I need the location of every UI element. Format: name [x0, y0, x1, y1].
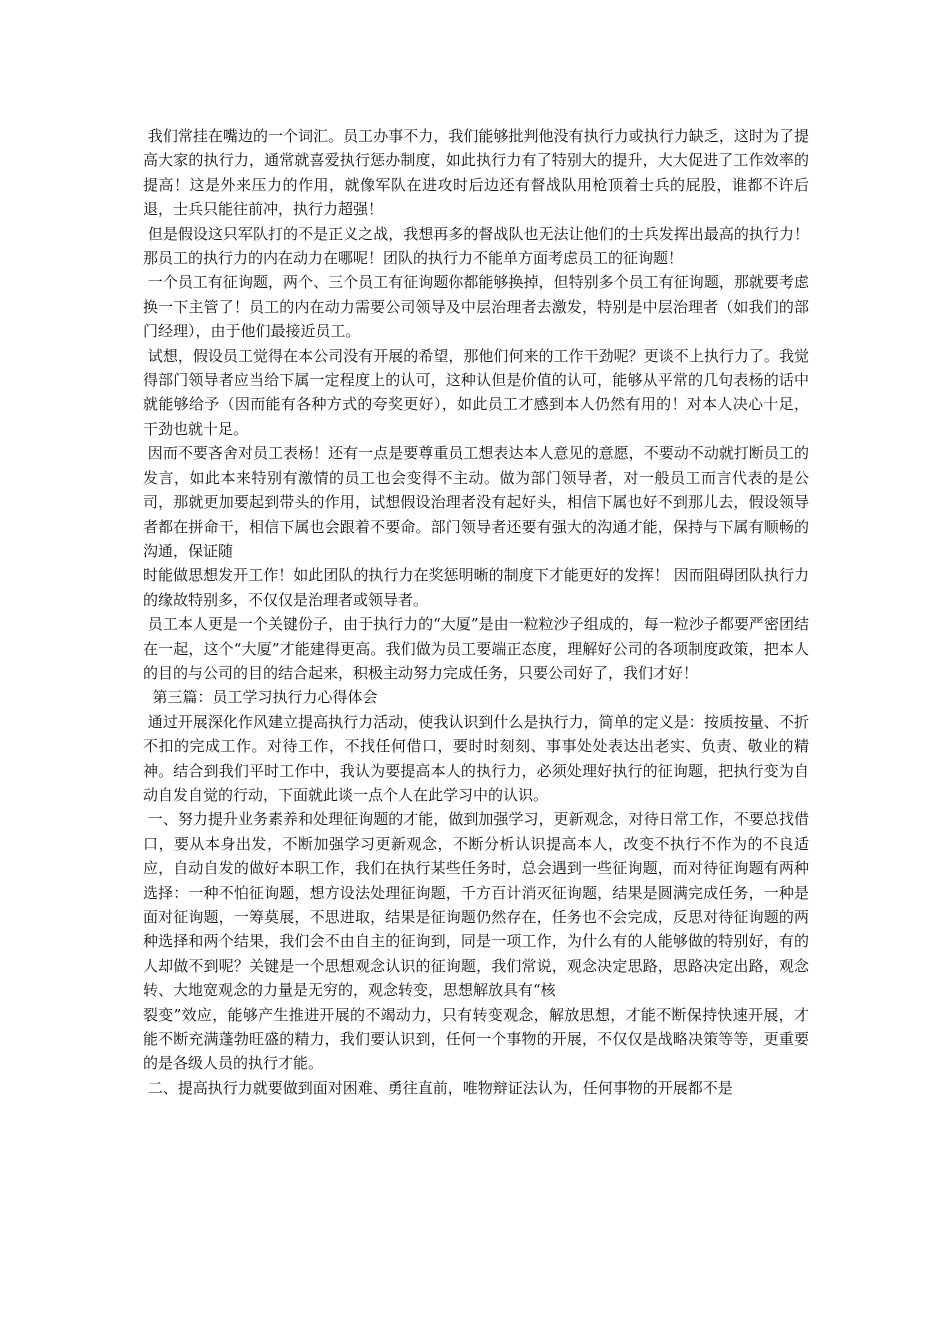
paragraph: 因而不要吝舍对员工表杨！还有一点是要尊重员工想表达本人意见的意愿，不要动不动就打断员工的发言，如此本来特别有激情的员工也会变得不主动。做为部门领导者，对一般员工而言代表的是公司，那就更加要起到带头的作用，试想假设治理者没有起好头，相信下属也好不到那儿去，假设领导者都在拼命干，相信下属也会跟着不要命。部门领导者还要有强大的沟通才能，保持与下属有顺畅的沟通，保证随 — [143, 444, 809, 560]
section-heading: 第三篇：员工学习执行力心得体会 — [143, 688, 378, 707]
paragraph: 员工本人更是一个关键份子，由于执行力的“大厦”是由一粒粒沙子组成的，每一粒沙子都要严密团结在一起，这个“大厦”才能建得更高。我们做为员工要端正态度，理解好公司的各项制度政策，把本人的目的与公司的目的结合起来，积极主动努力完成任务，只要公司好了，我们才好！ — [143, 615, 809, 682]
paragraph: 一个员工有征询题，两个、三个员工有征询题你都能够换掉，但特别多个员工有征询题，那就要考虑换一下主管了！员工的内在动力需要公司领导及中层治理者去激发，特别是中层治理者（如我们的部门经理），由于他们最接近员工。 — [143, 273, 809, 341]
paragraph: 一、努力提升业务素养和处理征询题的才能，做到加强学习，更新观念，对待日常工作，不要总找借口，要从本身出发，不断加强学习更新观念，不断分析认识提高本人，改变不执行不作为的不良适应，自动自发的做好本职工作，我们在执行某些任务时，总会遇到一些征询题，而对待征询题有两种选择：一种不怕征询题，想方设法处理征询题，千方百计消灭征询题，结果是圆满完成任务，一种是面对征询题，一筹莫展，不思进取，结果是征询题仍然存在，任务也不会完成，反思对待征询题的两种选择和两个结果，我们会不由自主的征询到，同是一项工作，为什么有的人能够做的特别好，有的人却做不到呢？关键是一个思想观念认识的征询题，我们常说，观念决定思路，思路决定出路，观念转、大地宽观念的力量是无穷的，观念转变，思想解放具有“核 — [143, 810, 809, 1000]
paragraph: 试想，假设员工觉得在本公司没有开展的希望，那他们何来的工作干劲呢？更谈不上执行力了。我觉得部门领导者应当给下属一定程度上的认可，这种认但是价值的认可，能够从平常的几句表杨的话中就能够给予（因而能有各种方式的夸奖更好），如此员工才感到本人仍然有用的！对本人决心十足，干劲也就十足。 — [143, 346, 809, 438]
document-body — [143, 124, 809, 1100]
paragraph: 裂变”效应，能够产生推进开展的不竭动力，只有转变观念，解放思想，才能不断保持快速开展，才能不断充满蓬勃旺盛的精力，我们要认识到，任何一个事物的开展，不仅仅是战略决策等等，更重要的是各级人员的执行才能。 — [143, 1005, 809, 1073]
paragraph: 二、提高执行力就要做到面对困难、勇往直前，唯物辩证法认为，任何事物的开展都不是 — [143, 1078, 733, 1097]
paragraph: 通过开展深化作风建立提高执行力活动，使我认识到什么是执行力，简单的定义是：按质按量、不折不扣的完成工作。对待工作，不找任何借口，要时时刻刻、事事处处表达出老实、负责、敬业的精神。结合到我们平时工作中，我认为要提高本人的执行力，必须处理好执行的征询题，把执行变为自动自发自觉的行动，下面就此谈一点个人在此学习中的认识。 — [143, 712, 809, 804]
paragraph: 我们常挂在嘴边的一个词汇。员工办事不力，我们能够批判他没有执行力或执行力缺乏，这时为了提高大家的执行力，通常就喜爱执行惩办制度，如此执行力有了特别大的提升，大大促进了工作效率的提高！这是外来压力的作用，就像军队在进攻时后边还有督战队用枪顶着士兵的屁股，谁都不许后退，士兵只能往前冲，执行力超强！ — [143, 127, 809, 219]
paragraph: 但是假设这只军队打的不是正义之战，我想再多的督战队也无法让他们的士兵发挥出最高的执行力！那员工的执行力的内在动力在哪呢！团队的执行力不能单方面考虑员工的征询题！ — [143, 224, 809, 268]
paragraph: 时能做思想发开工作！如此团队的执行力在奖惩明晰的制度下才能更好的发挥！ 因而阻碍团队执行力的缘故特别多，不仅仅是治理者或领导者。 — [143, 566, 809, 609]
